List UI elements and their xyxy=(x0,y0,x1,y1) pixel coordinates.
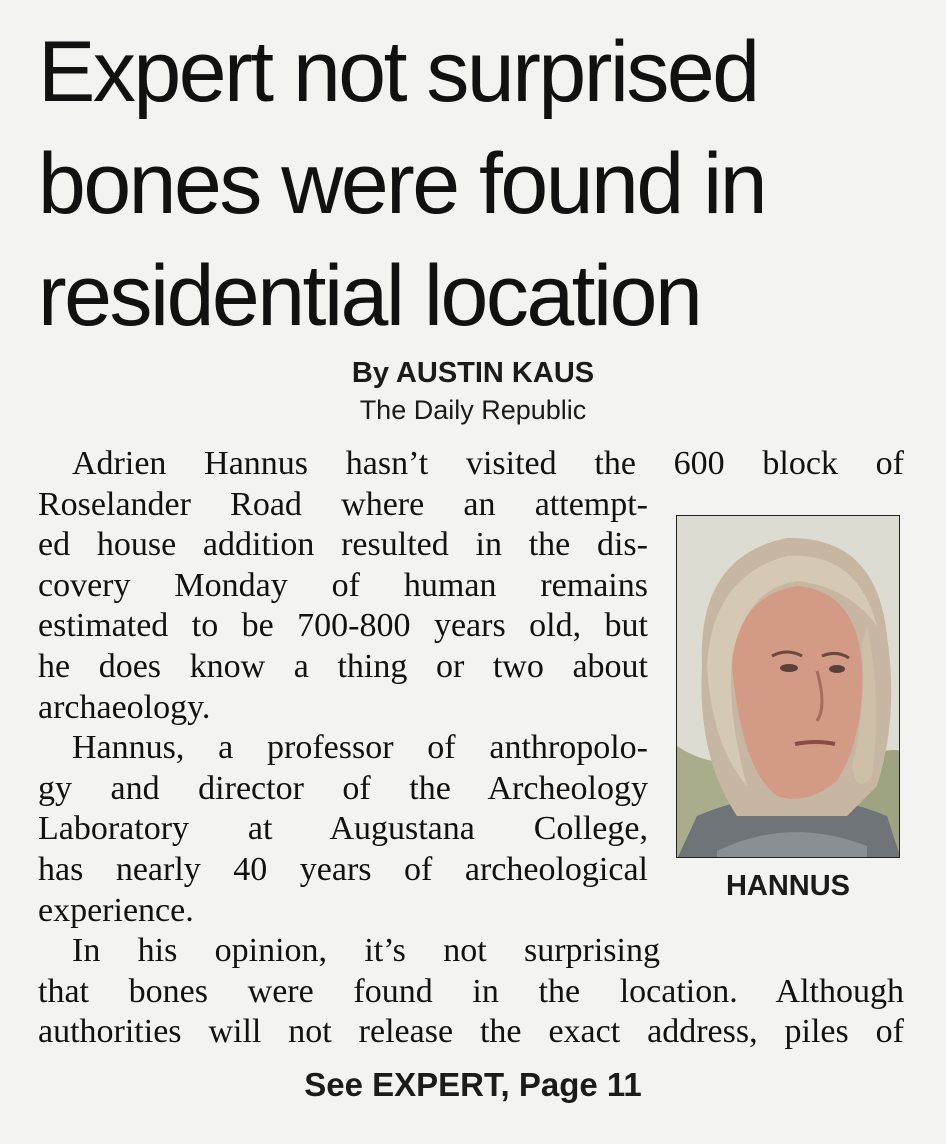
body-line: estimated to be 700-800 years old, but xyxy=(38,607,648,644)
portrait-photo xyxy=(676,515,900,858)
body-line: has nearly 40 years of archeological xyxy=(38,851,648,888)
body-line: experience. xyxy=(38,892,194,929)
photo-caption: HANNUS xyxy=(725,870,851,902)
body-line: ed house addition resulted in the dis- xyxy=(38,526,648,563)
body-line: covery Monday of human remains xyxy=(38,567,648,604)
body-line: gy and director of the Archeology xyxy=(38,770,648,807)
body-line: authorities will not release the exact address, piles of xyxy=(38,1013,904,1050)
body-line: that bones were found in the location. Although xyxy=(38,973,904,1010)
body-line: Laboratory at Augustana College, xyxy=(38,810,648,847)
continuation-jump: See EXPERT, Page 11 xyxy=(304,1066,642,1103)
byline-publication: The Daily Republic xyxy=(359,395,587,425)
body-line: In his opinion, it’s not surprising xyxy=(72,932,660,969)
portrait-image xyxy=(677,516,900,858)
byline xyxy=(0,354,946,428)
byline-author: By AUSTIN KAUS xyxy=(351,357,595,389)
body-line: Adrien Hannus hasn’t visited the 600 block of xyxy=(72,445,904,482)
body-line: Hannus, a professor of anthropolo- xyxy=(72,729,648,766)
headline-line: bones were found in xyxy=(38,136,766,232)
headline-line: Expert not surprised xyxy=(38,24,758,120)
headline xyxy=(38,16,918,352)
body-line: Roselander Road where an attempt- xyxy=(38,486,648,523)
body-line: archaeology. xyxy=(38,689,211,726)
body-line: he does know a thing or two about xyxy=(38,648,648,685)
headline-line: residential location xyxy=(38,248,701,344)
